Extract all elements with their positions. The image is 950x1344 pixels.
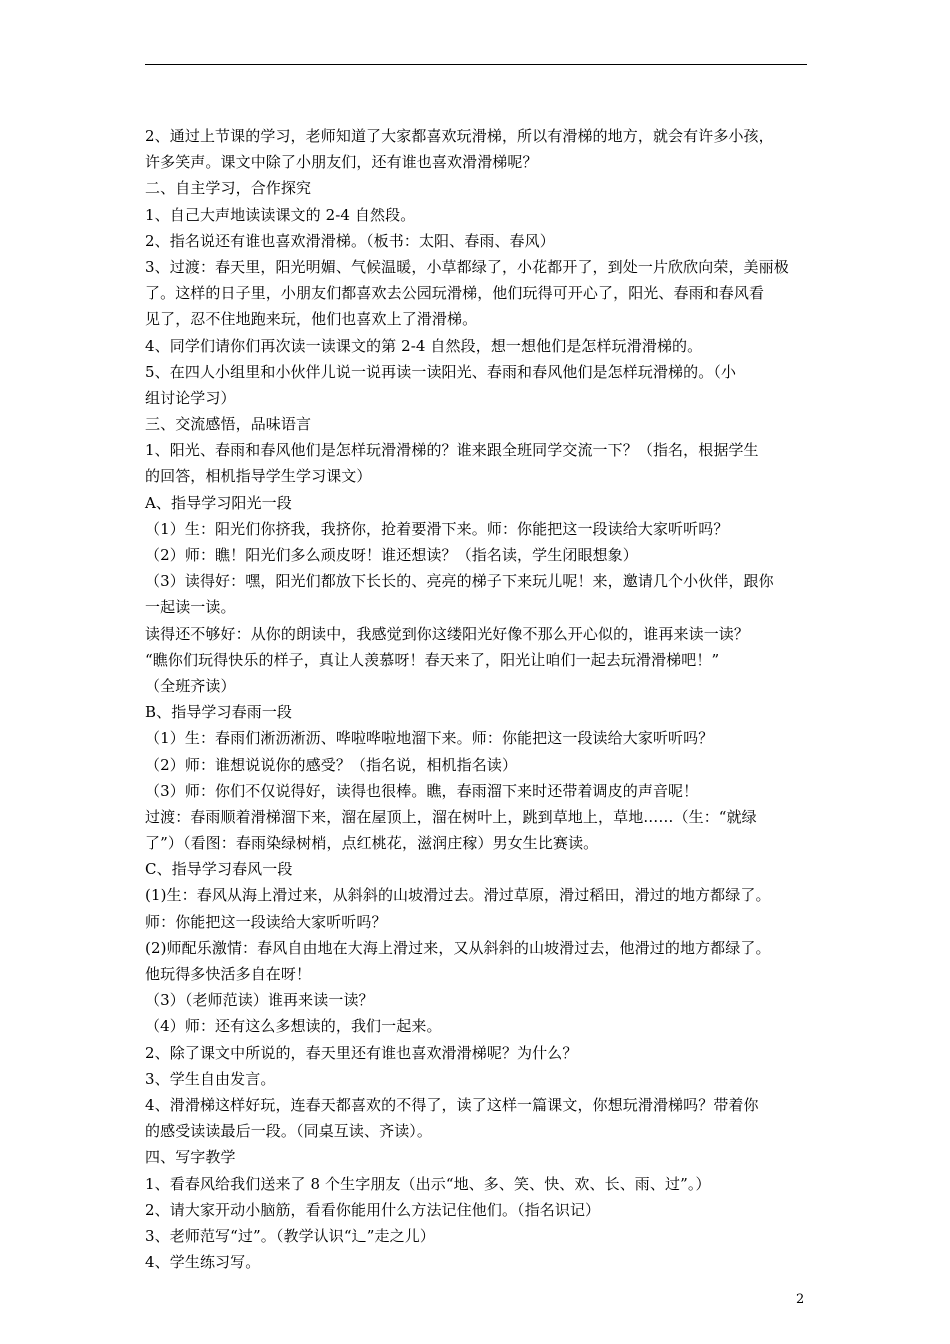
text-line: A、指导学习阳光一段 — [145, 493, 292, 512]
document-body — [145, 123, 813, 1275]
text-line: 的回答，相机指导学生学习课文） — [145, 467, 372, 486]
text-line: 见了，忍不住地跑来玩，他们也喜欢上了滑滑梯。 — [145, 310, 478, 329]
text-line: (2)师配乐激情：春风自由地在大海上滑过来，又从斜斜的山坡滑过去，他滑过的地方都绿了。 — [145, 938, 771, 957]
page-number: 2 — [796, 1292, 805, 1307]
text-line: 3、老师范写“过”。（教学认识“辶”走之儿） — [145, 1226, 435, 1245]
text-line: 许多笑声。课文中除了小朋友们，还有谁也喜欢滑滑梯呢？ — [145, 153, 538, 172]
text-line: 他玩得多快活多自在呀！ — [145, 965, 312, 983]
text-line: （3）（老师范读）谁再来读一读？ — [145, 991, 374, 1010]
text-line: （1）生：阳光们你挤我，我挤你，抢着要滑下来。师：你能把这一段读给大家听听吗？ — [145, 519, 729, 538]
text-line: 了。这样的日子里，小朋友们都喜欢去公园玩滑梯，他们玩得可开心了，阳光、春雨和春风看 — [145, 284, 765, 303]
text-line: 了”）（看图：春雨染绿树梢，点红桃花，滋润庄稼）男女生比赛读。 — [145, 834, 599, 853]
text-line: 2、除了课文中所说的，春天里还有谁也喜欢滑滑梯呢？为什么？ — [145, 1043, 578, 1062]
text-line: (1)生：春风从海上滑过来，从斜斜的山坡滑过去。滑过草原，滑过稻田，滑过的地方都绿了。 — [145, 886, 771, 905]
text-line: 组讨论学习） — [145, 388, 236, 407]
text-line: （2）师：谁想说说你的感受？（指名说，相机指名读） — [145, 755, 518, 774]
text-line: （3）师：你们不仅说得好，读得也很棒。瞧，春雨溜下来时还带着调皮的声音呢！ — [145, 781, 699, 800]
text-line: 4、学生练习写。 — [145, 1253, 261, 1272]
text-line: 1、自己大声地读读课文的 2-4 自然段。 — [145, 205, 416, 224]
text-line: 师：你能把这一段读给大家听听吗？ — [145, 912, 387, 931]
text-line: 2、请大家开动小脑筋，看看你能用什么方法记住他们。（指名识记） — [145, 1200, 601, 1219]
text-line: 4、滑滑梯这样好玩，连春天都喜欢的不得了，读了这样一篇课文，你想玩滑滑梯吗？带着你 — [145, 1095, 759, 1114]
text-line: 5、在四人小组里和小伙伴儿说一说再读一读阳光、春雨和春风他们是怎样玩滑梯的。（小 — [145, 362, 737, 381]
header-rule — [145, 64, 807, 65]
text-line: 3、学生自由发言。 — [145, 1069, 276, 1088]
text-line: B、指导学习春雨一段 — [145, 703, 293, 722]
text-line: C、指导学习春风一段 — [145, 860, 293, 879]
text-line: 2、通过上节课的学习，老师知道了大家都喜欢玩滑梯，所以有滑梯的地方，就会有许多小孩， — [145, 127, 774, 145]
text-line: 1、阳光、春雨和春风他们是怎样玩滑滑梯的？谁来跟全班同学交流一下？（指名，根据学生 — [145, 441, 759, 460]
text-line: 的感受读读最后一段。（同桌互读、齐读）。 — [145, 1122, 433, 1141]
text-line: （4）师：还有这么多想读的，我们一起来。 — [145, 1017, 442, 1036]
text-line: “瞧你们玩得快乐的样子，真让人羡慕呀！春天来了，阳光让咱们一起去玩滑滑梯吧！” — [145, 650, 720, 669]
text-line: 三、交流感悟，品味语言 — [145, 415, 312, 434]
text-line: 过渡：春雨顺着滑梯溜下来，溜在屋顶上，溜在树叶上，跳到草地上，草地……（生：“就绿 — [145, 807, 757, 826]
text-line: 四、写字教学 — [145, 1148, 236, 1167]
text-line: 1、看春风给我们送来了 8 个生字朋友（出示“地、多、笑、快、欢、长、雨、过”。） — [145, 1174, 711, 1193]
text-line: 一起读一读。 — [145, 598, 236, 617]
text-line: 2、指名说还有谁也喜欢滑滑梯。（板书：太阳、春雨、春风） — [145, 231, 555, 250]
text-line: （2）师：瞧！阳光们多么顽皮呀！谁还想读？（指名读，学生闭眼想象） — [145, 546, 638, 564]
text-line: 二、自主学习，合作探究 — [145, 179, 312, 198]
text-line: （3）读得好：嘿，阳光们都放下长长的、亮亮的梯子下来玩儿呢！来，邀请几个小伙伴，跟你 — [145, 572, 774, 591]
text-line: 4、同学们请你们再次读一读课文的第 2-4 自然段，想一想他们是怎样玩滑滑梯的。 — [145, 336, 703, 355]
text-line: 3、过渡：春天里，阳光明媚、气候温暖，小草都绿了，小花都开了，到处一片欣欣向荣，美丽极 — [145, 257, 789, 276]
text-line: 读得还不够好：从你的朗读中，我感觉到你这缕阳光好像不那么开心似的，谁再来读一读？ — [145, 624, 750, 643]
text-line: （1）生：春雨们淅沥淅沥、哗啦哗啦地溜下来。师：你能把这一段读给大家听听吗？ — [145, 729, 714, 748]
text-line: （全班齐读） — [145, 676, 236, 695]
